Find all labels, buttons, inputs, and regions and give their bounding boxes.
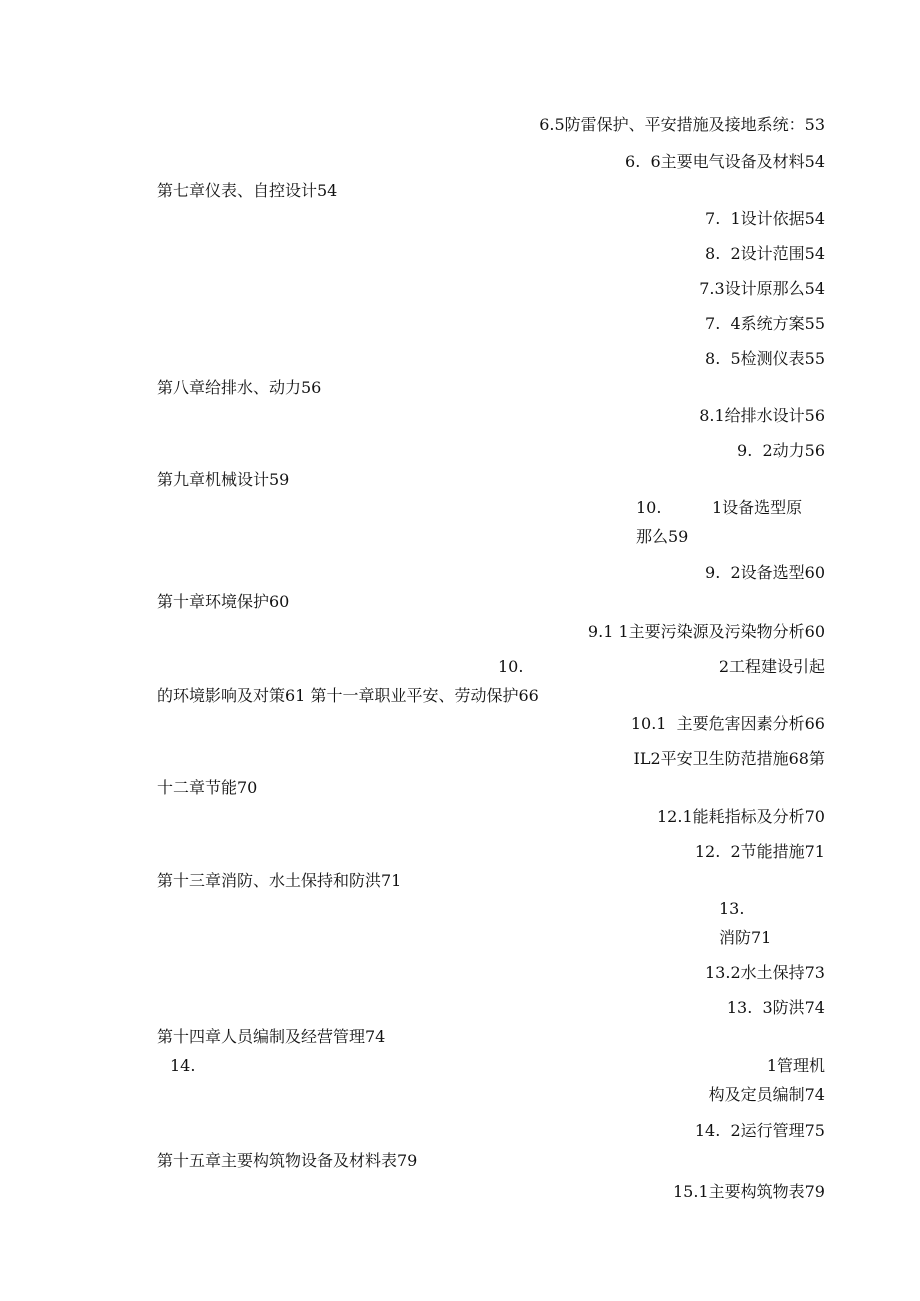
toc-chapter-10: 第十章环境保护60 [157, 592, 290, 611]
toc-chapter-14: 第十四章人员编制及经营管理74 [157, 1027, 386, 1046]
toc-entry-14-1-number: 14. [170, 1056, 196, 1075]
toc-entry-7-4: 7. 4系统方案55 [705, 314, 825, 333]
toc-entry-9-1-1: 9.1 1主要污染源及污染物分析60 [587, 622, 825, 641]
toc-entry-13-1-text: 消防71 [719, 928, 772, 947]
toc-entry-7-1: 7. 1设计依据54 [705, 209, 825, 228]
toc-entry-10-1-hazards: 10.1 主要危害因素分析66 [630, 714, 825, 733]
toc-entry-8-5: 8. 5检测仪表55 [705, 349, 825, 368]
toc-entry-13-3: 13. 3防洪74 [726, 998, 825, 1017]
toc-entry-14-1-text: 1管理机 [766, 1056, 825, 1075]
toc-entry-10-1-number: 10. [636, 498, 662, 517]
toc-chapter-9: 第九章机械设计59 [157, 470, 290, 489]
toc-entry-14-2: 14. 2运行管理75 [694, 1121, 825, 1140]
toc-chapter-13: 第十三章消防、水土保持和防洪71 [157, 871, 402, 890]
toc-entry-10-1-continuation: 那么59 [636, 527, 689, 546]
toc-entry-12-2: 12. 2节能措施71 [694, 842, 825, 861]
toc-chapter-15: 第十五章主要构筑物设备及材料表79 [157, 1151, 418, 1170]
toc-entry-6-6: 6. 6主要电气设备及材料54 [625, 152, 825, 171]
toc-entry-10-2-continuation: 的环境影响及对策61 第十一章职业平安、劳动保护66 [157, 686, 539, 705]
toc-entry-9-2-equipment: 9. 2设备选型60 [705, 563, 825, 582]
toc-entry-10-1-text: 1设备选型原 [712, 498, 803, 517]
toc-entry-8-1: 8.1给排水设计56 [699, 406, 825, 425]
toc-entry-11-2: IL2平安卫生防范措施68第 [633, 749, 825, 768]
toc-entry-13-1-number: 13. [719, 899, 745, 918]
toc-entry-13-2: 13.2水土保持73 [705, 963, 825, 982]
toc-entry-8-2: 8. 2设计范围54 [705, 244, 825, 263]
toc-chapter-12: 十二章节能70 [157, 778, 258, 797]
toc-entry-6-5: 6.5防雷保护、平安措施及接地系统：53 [539, 115, 825, 134]
toc-chapter-7: 第七章仪表、自控设计54 [157, 181, 338, 200]
toc-entry-15-1: 15.1主要构筑物表79 [673, 1182, 825, 1201]
toc-entry-10-2-text: 2工程建设引起 [718, 657, 825, 676]
toc-entry-10-2-number: 10. [498, 657, 524, 676]
toc-chapter-8: 第八章给排水、动力56 [157, 378, 322, 397]
toc-entry-9-2-power: 9. 2动力56 [737, 441, 825, 460]
toc-entry-12-1: 12.1能耗指标及分析70 [657, 807, 825, 826]
toc-entry-7-3: 7.3设计原那么54 [699, 279, 825, 298]
toc-entry-14-1-continuation: 构及定员编制74 [708, 1085, 825, 1104]
